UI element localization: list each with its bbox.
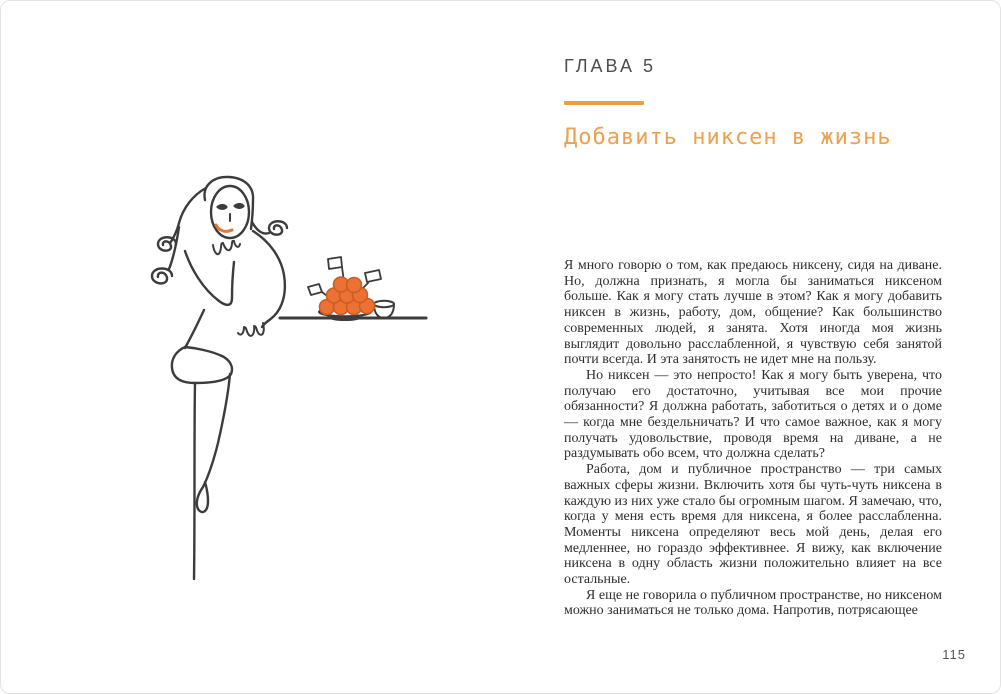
hair-curl-left-lower xyxy=(152,269,172,284)
chapter-title: Добавить никсен в жизнь xyxy=(564,125,892,150)
body-text xyxy=(564,258,942,619)
hair-curl-left-upper xyxy=(158,237,176,250)
paragraph-3: Работа, дом и публичное пространство — три самых важных сферы жизни. Включить хотя бы чуть-чуть никсена в каждую из них уже стало бы огромным шагом. Я замечаю, что, когда у меня есть время для никсена, я более расслабленна. Моменты никсена определяют весь мой день, делая его медленнее, но гораздо эффективнее. Я вижу, как включение никсена в одну область жизни положительно влияет на все остальные. xyxy=(564,462,943,588)
woman-face xyxy=(217,204,244,221)
bowl xyxy=(374,301,394,318)
woman-leg xyxy=(197,374,230,512)
woman-head xyxy=(211,186,249,238)
woman-smile xyxy=(216,225,232,231)
plate xyxy=(319,308,371,320)
paragraph-2: Но никсен — это непросто! Как я могу быть уверена, что получаю его достаточно, учитывая все мои прочие обязанности? Я должна работать, заботиться о детях и о доме — когда мне бездельничать? И что самое важное, как я могу получать удовольствие, проводя время на диване, а не раздумывать обо всем, что должна сделать? xyxy=(564,367,942,462)
page-number: 115 xyxy=(942,647,966,662)
paragraph-1: Я много говорю о том, как предаюсь никсену, сидя на диване. Но, должна признать, я могла бы заниматься никсеном больше. Как я могу стать лучше в этом? Как я могу добавить никсен в жизнь, работу, дом, общение? Как большинство современных людей, я занята. Хотя иногда моя жизнь выглядит довольно расслабленной, я чувствую себя занятой почти всегда. И эта занятость не идет мне на пользу. xyxy=(564,258,942,368)
hair-curl-right xyxy=(269,221,287,234)
stool-leg xyxy=(194,383,195,579)
hand-on-thigh xyxy=(238,323,264,336)
flag-picks xyxy=(308,257,381,300)
chapter-header xyxy=(564,56,942,150)
woman-figure xyxy=(152,177,426,579)
chapter-divider-rule xyxy=(564,101,644,105)
chapter-label: ГЛАВА 5 xyxy=(564,56,656,76)
tangerines xyxy=(320,277,375,315)
hand-at-chin xyxy=(213,241,240,254)
woman-hips xyxy=(172,347,232,383)
paragraph-4: Я еще не говорила о публичном пространстве, но никсеном можно заниматься не только дома. Напротив, потрясающее xyxy=(564,587,942,619)
